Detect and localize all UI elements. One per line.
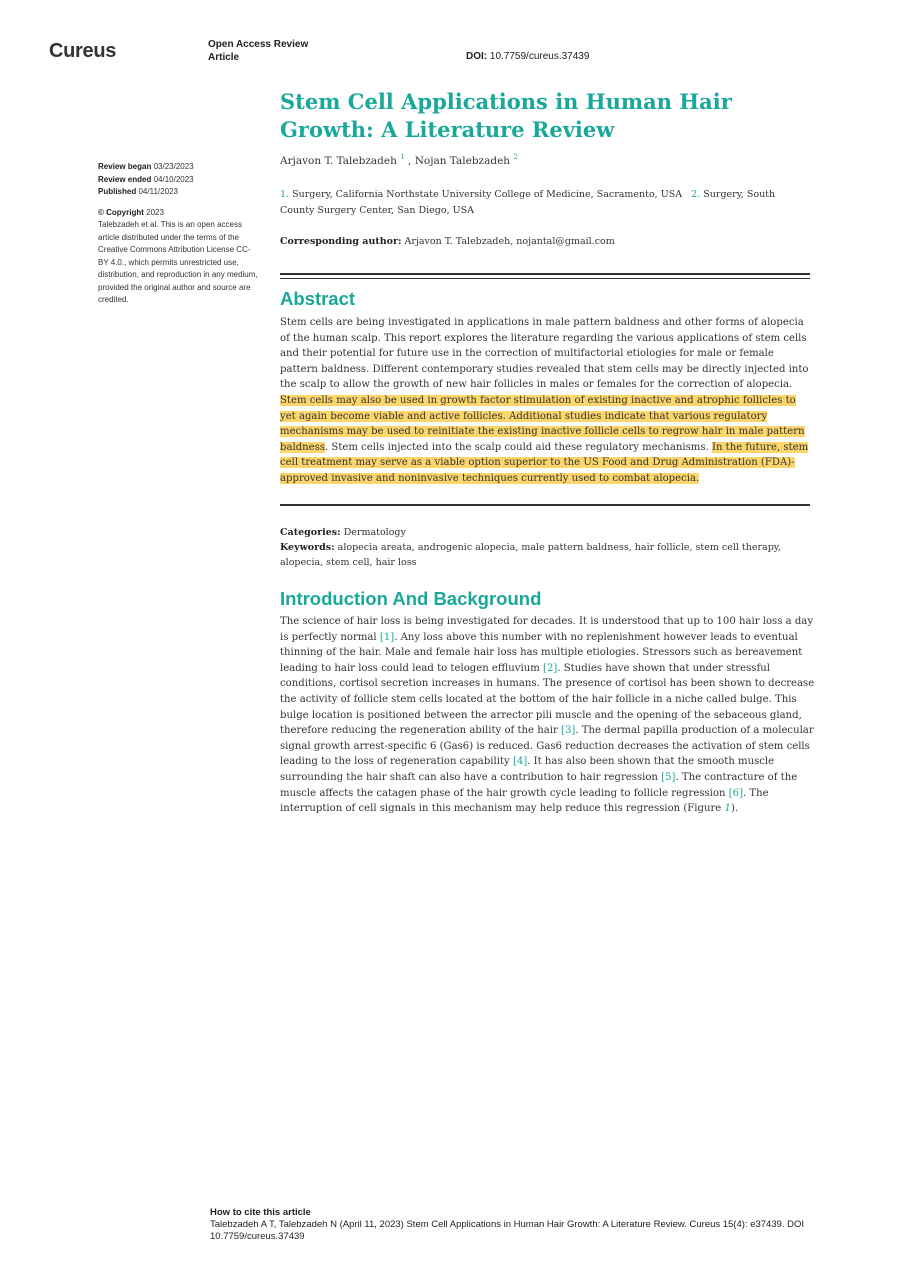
footer-citation: Talebzadeh A T, Talebzadeh N (April 11, 2023) Stem Cell Applications in Human Hair Growth: A Literature Review. Cureus 15(4): e37439. DOI 10.7759/cureus.37439 [210, 1219, 805, 1242]
intro-part: ). [730, 803, 739, 815]
abstract-part: Stem cells are being investigated in applications in male pattern baldness and other forms of alopecia of the human scalp. This report explores the literature regarding the various applications of stem cells and their potential for future use in the correction of multifactorial etiologies for male or female pattern baldness. Different contemporary studies revealed that stem cells may be directly injected into the scalp to allow the growth of new hair follicles in males or females for the correction of alopecia. [280, 317, 809, 391]
intro-part: . Studies have shown that under stressful conditions, cortisol secretion increases in humans. The presence of cortisol has been shown to decrease the activity of follicle stem cells located at the bottom of the hair follicle in a niche called bulge. This bulge location is positioned between the arrector pili muscle and the opening of the sebaceous gland, therefore reducing the regeneration ability of the hair [280, 662, 815, 737]
figure-link[interactable]: 1 [724, 803, 731, 815]
keywords [280, 540, 812, 570]
affiliation-number: 2. [691, 189, 701, 200]
categories-label: Categories: [280, 527, 341, 538]
affiliations [280, 187, 812, 219]
copyright-year: 2023 [146, 207, 164, 217]
affiliation-number: 1. [280, 189, 290, 200]
footer-heading: How to cite this article [210, 1207, 311, 1218]
author-name[interactable]: Arjavon T. Talebzadeh [280, 155, 397, 167]
corresponding-label: Corresponding author: [280, 236, 402, 247]
article-type [208, 38, 348, 64]
corresponding-author [280, 236, 615, 247]
review-ended-value: 04/10/2023 [153, 174, 194, 184]
author-affiliation-ref[interactable]: 1 [400, 153, 405, 161]
citation-footer [210, 1207, 860, 1243]
author-list [280, 153, 518, 167]
sidebar [98, 161, 258, 307]
cureus-logo: Cureus [49, 40, 117, 62]
intro-part: . Any loss above this number with no replenishment however leads to eventual thinning of the hair. Male and female hair loss has multiple etiologies. Stressors such as bereavement leading to hair loss could lead to telogen effluvium [280, 631, 803, 674]
published-value: 04/11/2023 [138, 187, 178, 196]
author-name[interactable]: Nojan Talebzadeh [414, 155, 511, 167]
keywords-label: Keywords: [280, 542, 335, 553]
abstract-part: . Stem cells injected into the scalp could aid these regulatory mechanisms. [325, 441, 712, 453]
citation-link[interactable]: [4] [512, 756, 528, 768]
abstract-text [280, 315, 812, 487]
categories [280, 525, 812, 540]
copyright-label: © Copyright [98, 207, 144, 217]
citation-link[interactable]: [1] [379, 631, 395, 643]
license-text: Talebzadeh et al. This is an open access article distributed under the terms of the Creative Commons Attribution License CC-BY 4.0., which permits unrestricted use, distribution, and reproduction in any medium, provided the original author and source are credited. [98, 220, 258, 304]
citation-link[interactable]: [2] [543, 662, 558, 674]
abstract-highlight: Stem cells may also be used in growth factor stimulation of existing inactive and atrophic follicles to yet again become viable and active follicles. Additional studies indicate that various regulatory mechanisms may be used to reinitiate the existing inactive follicle cells to regrow hair in male pattern baldness [280, 394, 805, 453]
abstract-highlight: In the future, stem cell treatment may serve as a viable option superior to the US Food and Drug Administration (FDA)-approved invasive and noninvasive techniques currently used to combat alopecia. [280, 441, 809, 484]
review-ended-label: Review ended [98, 174, 152, 184]
divider [280, 273, 810, 279]
intro-part: . The dermal papilla production of a molecular signal growth arrest-specific 6 (Gas6) is reduced. Gas6 reduction decreases the activation of stem cells leading to the loss of regeneration capability [280, 725, 814, 768]
intro-heading: Introduction And Background [280, 588, 542, 609]
author-separator: , [408, 155, 415, 167]
author-affiliation-ref[interactable]: 2 [513, 153, 518, 161]
intro-part: . The contracture of the muscle affects the catagen phase of the hair growth cycle leading to follicle regression [280, 771, 798, 799]
abstract-heading: Abstract [280, 288, 356, 309]
affiliation-text: Surgery, California Northstate University College of Medicine, Sacramento, USA [292, 189, 683, 200]
intro-part: . The interruption of cell signals in this mechanism may help reduce this regression (Figure [280, 787, 769, 815]
review-ended [98, 174, 258, 187]
categories-keywords [280, 525, 812, 570]
doi-label: DOI: [466, 51, 488, 62]
intro-text [280, 614, 815, 817]
citation-link[interactable]: [3] [561, 725, 576, 737]
article-title: Stem Cell Applications in Human Hair Growth: A Literature Review [280, 89, 732, 142]
corresponding-value: Arjavon T. Talebzadeh, nojantal@gmail.com [404, 236, 615, 247]
published [98, 186, 258, 199]
review-began [98, 161, 258, 174]
review-began-value: 03/23/2023 [153, 162, 194, 171]
copyright [98, 207, 258, 220]
affiliation-text: Surgery, South County Surgery Center, San Diego, USA [280, 189, 776, 216]
article-type-line1: Open Access Review [208, 39, 309, 50]
published-label: Published [98, 187, 137, 196]
keywords-value: alopecia areata, androgenic alopecia, male pattern baldness, hair follicle, stem cell therapy, alopecia, stem cell, hair loss [280, 542, 781, 568]
article-type-line2: Article [208, 52, 240, 63]
categories-value[interactable]: Dermatology [343, 527, 406, 538]
doi-value[interactable]: 10.7759/cureus.37439 [489, 51, 590, 62]
citation-link[interactable]: [6] [728, 787, 744, 799]
review-began-label: Review began [98, 162, 152, 171]
citation-link[interactable]: [5] [661, 771, 676, 783]
intro-part: . It has also been shown that the smooth muscle surrounding the hair shaft can also have a contribution to hair regression [280, 756, 775, 783]
doi [466, 51, 589, 62]
divider [280, 504, 810, 506]
intro-part: The science of hair loss is being investigated for decades. It is understood that up to 100 hair loss a day is perfectly normal [280, 616, 814, 643]
